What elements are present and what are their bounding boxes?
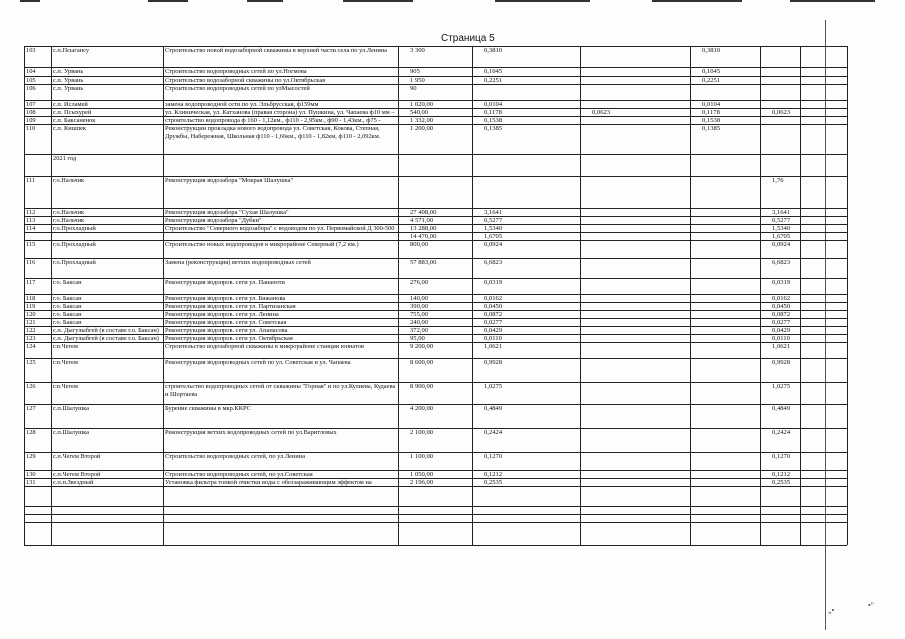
table-cell-n: 105 (26, 77, 36, 84)
table-cell-desc: Реконструкция водопров. сети ул. Пананоти (165, 279, 285, 286)
table-cell-cost: 1 332,00 (410, 117, 434, 124)
table-cell-v3: 0,1178 (702, 109, 720, 116)
table-cell-v1: 0,2424 (484, 429, 503, 436)
table-cell-n: 108 (26, 109, 36, 116)
table-cell-v1: 0,9928 (484, 359, 503, 366)
table-cell-desc: Строительство водопроводных сетей, по ул.Советская (165, 471, 313, 478)
table-cell-cost: 2 196,00 (410, 479, 434, 486)
table-cell-n: 127 (26, 405, 36, 412)
table-cell-v1: 0,1385 (484, 125, 503, 132)
table-cell-n: 112 (26, 209, 36, 216)
table-cell-v1: 0,5277 (484, 217, 503, 224)
table-cell-cost: 1 020,00 (410, 101, 434, 108)
table-cell-cost: 13 288,00 (410, 225, 437, 232)
table-cell-n: 125 (26, 359, 36, 366)
table-cell-desc: замена водопроводной сети по ул. Эльбрусская, ф159мм (165, 101, 319, 108)
table-cell-desc: Реконструкция водопров. сети ул. Бижанова (165, 295, 286, 302)
table-cell-n: 104 (26, 68, 36, 75)
page-title: Страница 5 (441, 33, 495, 44)
table-cell-v1: 0,4849 (484, 405, 503, 412)
corner-mark-left: „• (828, 606, 835, 615)
table-cell-desc: Реконструкция водозабора "Дубки" (165, 217, 262, 224)
table-cell-desc: Строительство водозаборной скважины по ул.Октябрьская (165, 77, 326, 84)
table-cell-v1: 0,1212 (484, 471, 503, 478)
table-cell-n: 115 (26, 241, 36, 248)
table-cell-desc: строительство водопроводных сетей от скважины "Горная" и по ул.Кулиева, Кудаева и Шортаева (165, 383, 396, 398)
table-cell-cost: 540,00 (410, 109, 429, 116)
table-cell-desc: Реконструкция водозабора "Сухая Шалушка" (165, 209, 289, 216)
table-cell-place: с.п. Дыгулыбгей (в составе г.о. Баксан) (53, 335, 159, 342)
table-cell-cost: 8 600,00 (410, 359, 434, 366)
table-cell-v3: 0,2251 (702, 77, 721, 84)
table-cell-place: г.п.Чегем (53, 343, 78, 350)
table-cell-v4: 0,0277 (772, 319, 791, 326)
table-cell-cost: 140,00 (410, 295, 429, 302)
table-cell-n: 122 (26, 327, 36, 334)
table-cell-v1: 0,0110 (484, 335, 502, 342)
table-cell-v1: 0,3810 (484, 47, 503, 54)
table-cell-place: 2021 год (53, 155, 77, 162)
table-cell-desc: Реконструкция ветхих водопроводных сетей по ул.Варитловых (165, 429, 337, 436)
table-cell-cost: 57 883,00 (410, 259, 437, 266)
table-cell-v3: 0,0104 (702, 101, 721, 108)
corner-mark-right: •″ (868, 601, 875, 610)
table-cell-v1: 0,1538 (484, 117, 503, 124)
table-cell-cost: 27 408,00 (410, 209, 437, 216)
table-cell-place: г.о. Баксан (53, 295, 82, 302)
table-cell-v1: 0,0277 (484, 319, 503, 326)
table-cell-cost: 14 470,00 (410, 233, 437, 240)
table-cell-cost: 905 (410, 68, 420, 75)
table-cell-place: г.п.Чегем (53, 359, 78, 366)
table-cell-cost: 372,00 (410, 327, 429, 334)
table-cell-desc: Строительство водопроводных сетей, по ул.Ленина (165, 453, 306, 460)
table-cell-v4: 6,6823 (772, 259, 791, 266)
table-cell-desc: строительство водопровода ф 160 - 1,12км., ф110 - 2,95км., ф90 - 1,43км., ф75 - (165, 117, 381, 124)
table-cell-v4: 0,1212 (772, 471, 791, 478)
table-cell-place: с.п. Кишпек (53, 125, 87, 132)
table-cell-cost: 4 571,00 (410, 217, 434, 224)
table-cell-v1: 0,2251 (484, 77, 503, 84)
table-cell-n: 126 (26, 383, 36, 390)
table-cell-v4: 1,76 (772, 177, 784, 184)
table-cell-v4: 1,0275 (772, 383, 791, 390)
row-divider (24, 514, 847, 515)
table-cell-desc: Строительство водопроводных сетей по улМысостей (165, 85, 310, 92)
table-cell-v1: 0,0319 (484, 279, 503, 286)
table-cell-place: г.п.Чегем (53, 383, 78, 390)
table-cell-v3: 0,1385 (702, 125, 721, 132)
table-cell-n: 124 (26, 343, 36, 350)
table-cell-v1: 0,0450 (484, 303, 503, 310)
table-cell-v4: 0,0450 (772, 303, 791, 310)
table-cell-place: г.о.Прохладный (53, 241, 96, 248)
table-cell-n: 129 (26, 453, 36, 460)
table-cell-desc: Реконструкция водопров. сети ул. Советская (165, 319, 287, 326)
table-cell-v1: 1,6705 (484, 233, 503, 240)
table-cell-place: с.п.п.Звездный (53, 479, 94, 486)
table-cell-cost: 1 950 (410, 77, 425, 84)
table-cell-place: с.п.Чегем Второй (53, 471, 101, 478)
table-cell-place: с.п. Бакcаненок (53, 117, 96, 124)
table-cell-place: г.о.Нальчик (53, 177, 85, 184)
row-divider (24, 506, 847, 507)
table-cell-place: с.п. Урвань (53, 68, 84, 75)
row-divider (24, 486, 847, 487)
table-cell-v3: 0,1538 (702, 117, 721, 124)
page-edge-line (825, 20, 826, 630)
table-cell-v4: 0,5277 (772, 217, 791, 224)
table-cell-n: 130 (26, 471, 36, 478)
table-cell-place: г.о.Прохладный (53, 225, 96, 232)
table-cell-place: с.п. Урвань (53, 85, 84, 92)
table-cell-v1: 0,0429 (484, 327, 503, 334)
table-cell-cost: 390,00 (410, 303, 429, 310)
table-cell-place: г.о. Баксан (53, 303, 82, 310)
table-cell-n: 110 (26, 125, 36, 132)
table-cell-desc: Реконструкции прокладка нового водопровода ул. Советская, Кокова, Степная, Дружбы, Набережная, Школьная ф110 - 1,66км., ф110 - 1,82км, ф110 - 2,092км. (165, 125, 381, 140)
table-cell-v1: 1,5340 (484, 225, 503, 232)
table-cell-desc: Реконструкция водозабора "Мокрая Шалушка" (165, 177, 294, 184)
table-cell-v1: 3,1641 (484, 209, 503, 216)
row-divider (24, 545, 847, 546)
table-cell-cost: 4 200,00 (410, 405, 434, 412)
table-cell-n: 107 (26, 101, 36, 108)
table-cell-n: 111 (26, 177, 36, 184)
table-cell-v1: 0,0104 (484, 101, 503, 108)
table-cell-desc: Реконструкция водопров. сети ул. Ленина (165, 311, 279, 318)
table-cell-v1: 6,6823 (484, 259, 503, 266)
table-cell-place: с.п. Урвань (53, 77, 84, 84)
table-cell-v1: 1,0621 (484, 343, 503, 350)
table-cell-n: 121 (26, 319, 36, 326)
table-cell-place: г.о. Баксан (53, 319, 82, 326)
table-cell-v4: 0,2535 (772, 479, 791, 486)
table-cell-n: 120 (26, 311, 36, 318)
table-cell-desc: Реконструкция водопроводных сетей по ул. Советская и ул. Чапаева (165, 359, 351, 366)
table-cell-place: с.п.Шалушка (53, 405, 89, 412)
table-cell-desc: Установка фильтра тонкой очистки воды с обеззараживающим эффектом на (165, 479, 372, 486)
table-cell-n: 118 (26, 295, 36, 302)
table-cell-desc: Реконструкция водопров. сети ул. Партизанская (165, 303, 296, 310)
table-cell-v4: 0,0623 (772, 109, 791, 116)
table-cell-cost: 8 900,00 (410, 383, 434, 390)
table-cell-v4: 0,9928 (772, 359, 791, 366)
table-cell-v2: 0,0623 (592, 109, 611, 116)
table-cell-desc: Строительство водопроводных сетей по ул.Ногмова (165, 68, 307, 75)
table-cell-cost: 1 050,00 (410, 471, 434, 478)
table-cell-cost: 95,00 (410, 335, 425, 342)
table-cell-cost: 240,00 (410, 319, 429, 326)
table-cell-cost: 755,00 (410, 311, 429, 318)
table-cell-place: с.п.Псыгансу (53, 47, 90, 54)
table-cell-v4: 0,0924 (772, 241, 791, 248)
table-cell-v1: 0,0872 (484, 311, 503, 318)
table-cell-n: 117 (26, 279, 36, 286)
table-cell-n: 131 (26, 479, 36, 486)
table-cell-cost: 276,00 (410, 279, 429, 286)
table-cell-cost: 3 300 (410, 47, 425, 54)
table-cell-cost: 800,00 (410, 241, 429, 248)
table-cell-place: с.п. Дыгулыбгей (в составе г.о. Баксан) (53, 327, 159, 334)
table-cell-v4: 3,1641 (772, 209, 791, 216)
table-cell-n: 128 (26, 429, 36, 436)
table-cell-place: с.п. Исламей (53, 101, 88, 108)
table-cell-place: г.о.Нальчик (53, 209, 85, 216)
table-cell-v3: 0,1045 (702, 68, 721, 75)
table-cell-v4: 0,0110 (772, 335, 790, 342)
table-cell-v3: 0,3810 (702, 47, 721, 54)
table-cell-v4: 1,0621 (772, 343, 791, 350)
table-cell-v4: 0,0319 (772, 279, 791, 286)
table-cell-cost: 9 200,00 (410, 343, 434, 350)
table-cell-n: 119 (26, 303, 36, 310)
table-cell-place: с.п.Чегем Второй (53, 453, 101, 460)
table-cell-desc: Реконструкция водопров. сети ул. Апанасова (165, 327, 288, 334)
table-cell-desc: Замена (реконструкция) ветхих водопроводных сетей (165, 259, 311, 266)
table-cell-v1: 1,0275 (484, 383, 503, 390)
table-cell-n: 106 (26, 85, 36, 92)
table-cell-n: 114 (26, 225, 36, 232)
table-cell-v1: 0,1270 (484, 453, 503, 460)
table-cell-place: г.о. Баксан (53, 311, 82, 318)
table-cell-v4: 1,5340 (772, 225, 791, 232)
table-cell-v4: 1,6705 (772, 233, 791, 240)
table-cell-v4: 0,2424 (772, 429, 791, 436)
table-cell-place: г.о. Баксан (53, 279, 82, 286)
table-cell-v4: 0,1270 (772, 453, 791, 460)
table-cell-v4: 0,0872 (772, 311, 791, 318)
table-cell-n: 116 (26, 259, 36, 266)
table-cell-desc: Бурение скважины в мкр.ККРС (165, 405, 251, 412)
table-cell-v4: 0,4849 (772, 405, 791, 412)
table-cell-cost: 2 100,00 (410, 429, 434, 436)
table-cell-desc: Строительство новой водозаборной скважины в верхней части села по ул.Ленина (165, 47, 388, 54)
table-cell-n: 113 (26, 217, 36, 224)
table-cell-cost: 1 100,00 (410, 453, 434, 460)
table-cell-desc: Строительство "Северного водозабора" с водоводом по ул. Первомайской Д 300-500 (165, 225, 395, 232)
table-cell-place: г.о.Нальчик (53, 217, 85, 224)
table-cell-desc: Строительство водозаборной скважины в микрорайоне станции юннатов (165, 343, 365, 350)
row-divider (24, 522, 847, 523)
table-cell-desc: Реконструкция водопров. сети ул. Октябрьская (165, 335, 293, 342)
column-divider (847, 46, 848, 545)
table-cell-v1: 0,1178 (484, 109, 502, 116)
table-cell-cost: 1 200,00 (410, 125, 434, 132)
table-cell-v4: 0,0429 (772, 327, 791, 334)
table-cell-v1: 0,0924 (484, 241, 503, 248)
table-cell-desc: ул. Клиническая, ул. Катханова (правая сторона) ул. Пушкина, ул. Чапаева ф10 мм – (165, 109, 395, 116)
table-cell-n: 109 (26, 117, 36, 124)
table-cell-v4: 0,0162 (772, 295, 791, 302)
table-cell-desc: Строительство новых водопроводов в микрорайоне Северный (7,2 км.) (165, 241, 359, 248)
table-cell-place: г.о.Прохладный (53, 259, 96, 266)
table-cell-n: 123 (26, 335, 36, 342)
table-cell-v1: 0,1045 (484, 68, 503, 75)
table-cell-v1: 0,0162 (484, 295, 503, 302)
table-cell-v1: 0,2535 (484, 479, 503, 486)
table-cell-place: с.п.Шалушка (53, 429, 89, 436)
table-cell-cost: 90 (410, 85, 417, 92)
table-cell-n: 103 (26, 47, 36, 54)
table-cell-place: с.п. Псыхурей (53, 109, 92, 116)
